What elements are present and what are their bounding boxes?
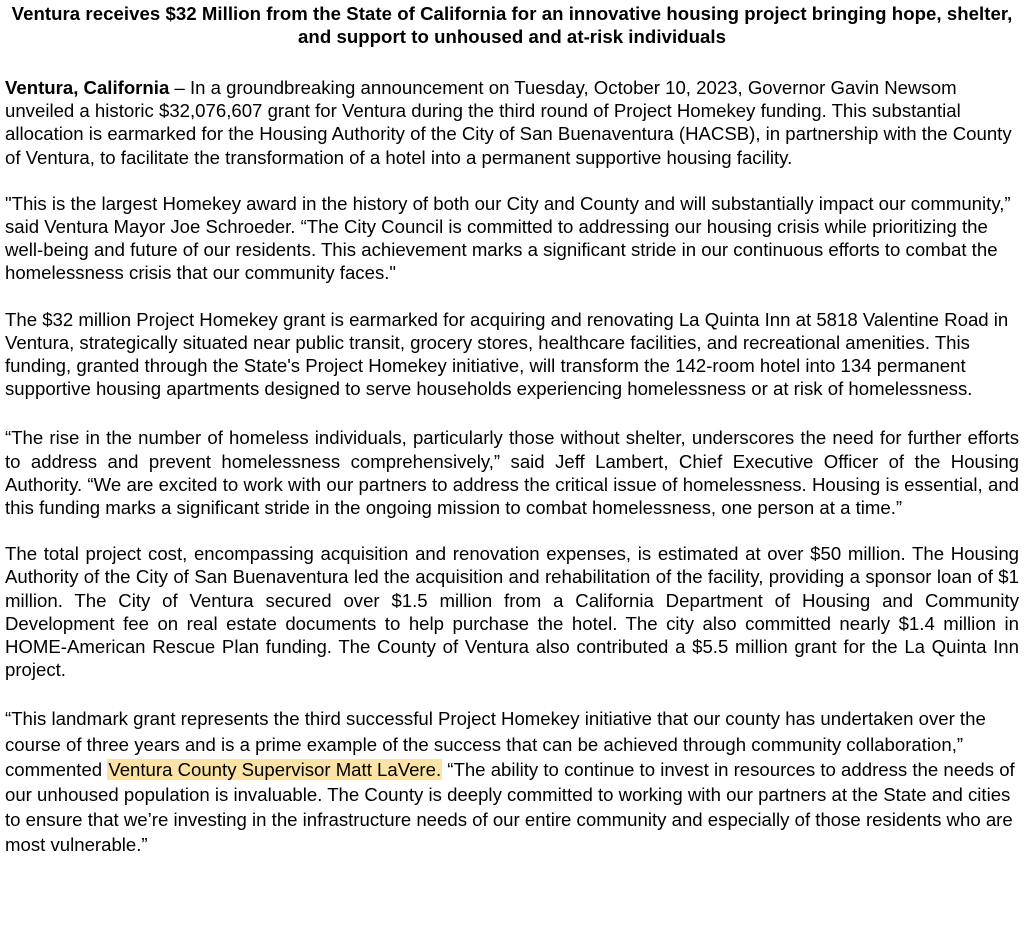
paragraph-supervisor-quote [5,706,1019,857]
paragraph-mayor-quote: "This is the largest Homekey award in the history of both our City and County and will substantially impact our community,” said Ventura Mayor Joe Schroeder. “The City Council is committed to addressing our housing crisis while prioritizing the well-being and future of our residents. This achievement marks a significant stride in our continuous efforts to combat the homelessness crisis that our community faces." [5,192,1011,284]
paragraph-housing-authority-quote: “The rise in the number of homeless individuals, particularly those without shelter, underscores the need for further efforts to address and prevent homelessness comprehensively,” said Jeff Lambert, Chief Executive Officer of the Housing Authority. “We are excited to work with our partners to address the critical issue of homelessness. Housing is essential, and this funding marks a significant stride in the ongoing mission to combat homelessness, one person at a time.” [5,427,1019,519]
paragraph-project-cost: The total project cost, encompassing acquisition and renovation expenses, is estimated at over $50 million. The Housing Authority of the City of San Buenaventura led the acquisition and rehabilitation of the facility, providing a sponsor loan of $1 million. The City of Ventura secured over $1.5 million from a California Department of Housing and Community Development fee on real estate documents to help purchase the hotel. The city also committed nearly $1.4 million in HOME-American Rescue Plan funding. The County of Ventura also contributed a $5.5 million grant for the La Quinta Inn project. [5,543,1019,681]
supervisor-quote-end: “The ability to continue to invest in resources to address the needs of our unhoused population is invaluable. The County is deeply committed to working with our partners at the State and cities to ensure that we’re investing in the infrastructure needs of our entire community and especially of those residents who are most vulnerable.” [5,758,1015,856]
paragraph-intro [5,76,1019,169]
highlighted-name: Ventura County Supervisor Matt LaVere. [108,758,442,780]
paragraph-grant-details: The $32 million Project Homekey grant is earmarked for acquiring and renovating La Quinta Inn at 5818 Valentine Road in Ventura, strategically situated near public transit, grocery stores, healthcare facilities, and recreational amenities. This funding, granted through the State's Project Homekey initiative, will transform the 142-room hotel into 134 permanent supportive housing apartments designed to serve households experiencing homelessness or at risk of homelessness. [5,308,1009,400]
dateline: Ventura, California [5,77,170,98]
article-title: Ventura receives $32 Million from the State of California for an innovative housing project bringing hope, shelter, and support to unhoused and at-risk individuals [11,3,1013,47]
supervisor-quote-start: “This landmark grant represents the third successful Project Homekey initiative that our county has undertaken over the course of three years and is a prime example of the success that can be achieved through community collaboration,” commented [5,708,986,780]
intro-text: – In a groundbreaking announcement on Tuesday, October 10, 2023, Governor Gavin Newsom unveiled a historic $32,076,607 grant for Ventura during the third round of Project Homekey funding. This substantial allocation is earmarked for the Housing Authority of the City of San Buenaventura (HACSB), in partnership with the County of Ventura, to facilitate the transformation of a hotel into a permanent supportive housing facility. [5,77,1012,168]
